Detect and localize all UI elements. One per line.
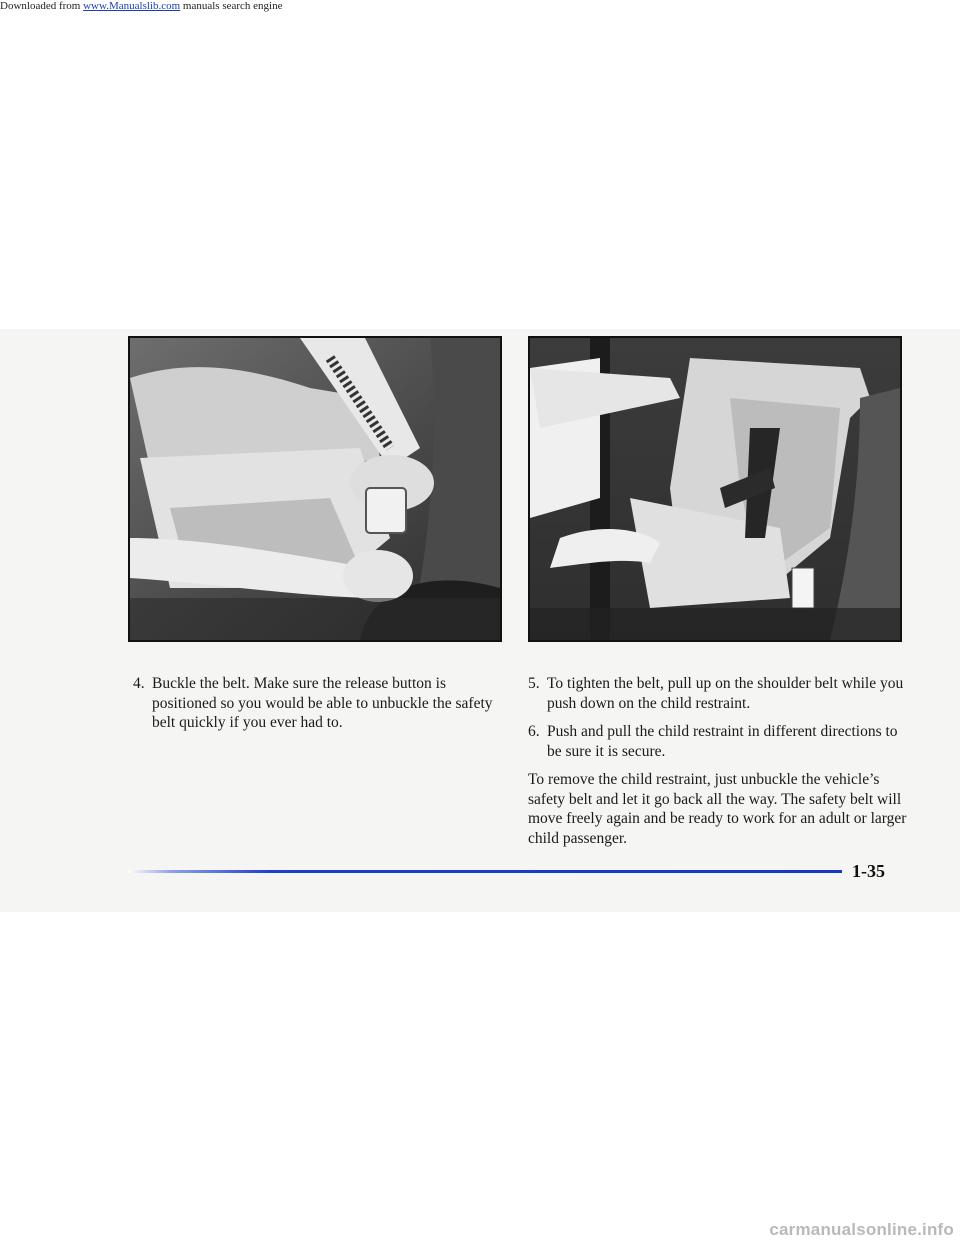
removal-paragraph: To remove the child restraint, just unbuckle the vehicle’s safety belt and let it go back all the way. The safety belt will move freely again and be ready to work for an adult or larger child passenger. [528, 771, 907, 847]
step-number: 5. [528, 675, 540, 692]
buckle-belt-photo [128, 336, 502, 642]
step-text: To tighten the belt, pull up on the shoulder belt while you push down on the child restraint. [547, 675, 904, 712]
banner-prefix: Downloaded from [0, 0, 84, 12]
step-number: 4. [133, 675, 145, 692]
left-column [133, 674, 495, 742]
banner-suffix: manuals search engine [180, 0, 283, 12]
footer-rule [128, 870, 842, 873]
photo-buckle-belt-icon [130, 338, 500, 640]
tighten-belt-photo [528, 336, 902, 642]
download-banner [0, 0, 960, 12]
step-number: 6. [528, 723, 540, 740]
manualslib-link[interactable]: www.Manualslib.com [83, 0, 181, 12]
step-text: Push and pull the child restraint in different directions to be sure it is secure. [547, 723, 898, 760]
step-4 [133, 674, 495, 733]
page-number: 1-35 [852, 861, 885, 881]
step-6 [528, 722, 908, 761]
step-5 [528, 674, 908, 713]
step-text: Buckle the belt. Make sure the release button is positioned so you would be able to unbuckle the safety belt quickly if you ever had to. [152, 675, 493, 731]
photo-tighten-belt-icon [530, 338, 900, 640]
right-column [528, 674, 908, 848]
watermark-logo: carmanualsonline.info [769, 1220, 954, 1239]
